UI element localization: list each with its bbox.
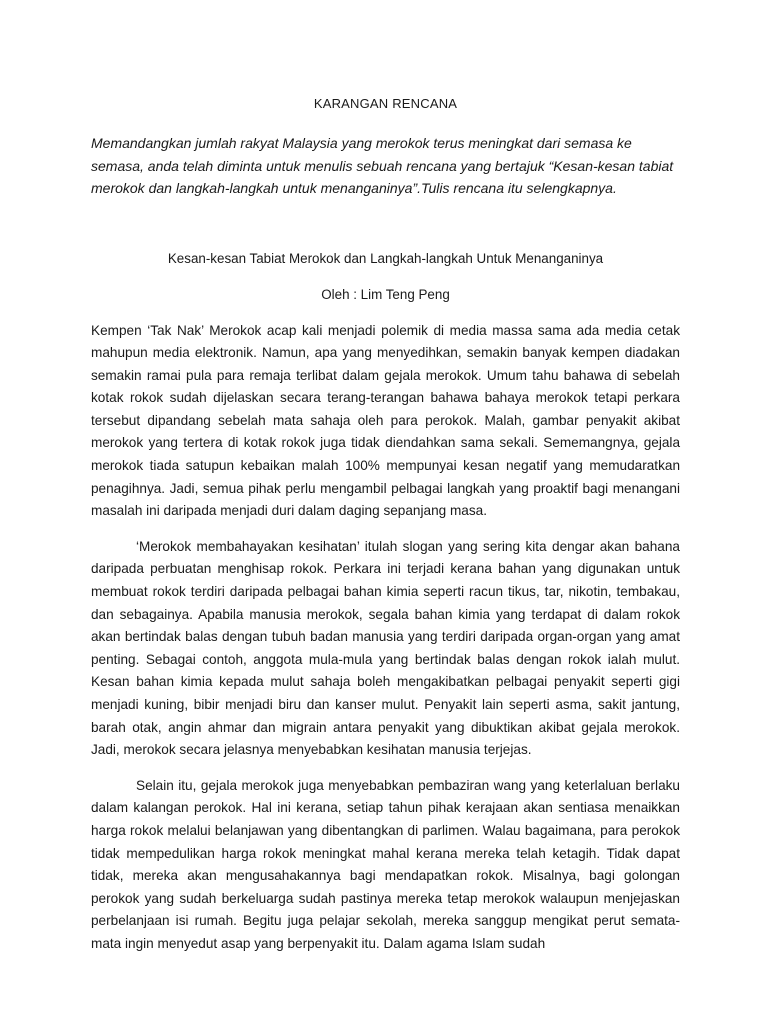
essay-prompt: Memandangkan jumlah rakyat Malaysia yang merokok terus meningkat dari semasa ke semasa, anda telah diminta untuk menulis sebuah rencana yang bertajuk “Kesan-kesan tabiat merokok dan langkah-langkah untuk menanganinya”.Tulis rencana itu selengkapnya. [91, 135, 674, 196]
paragraph-intro: Kempen ‘Tak Nak’ Merokok acap kali menjadi polemik di media massa sama ada media cetak mahupun media elektronik. Namun, apa yang menyedihkan, semakin banyak kempen diadakan semakin ramai pula para remaja terlibat dalam gejala merokok. Umum tahu bahawa di sebelah kotak rokok sudah dijelaskan secara terang-terangan bahawa bahaya merokok tetapi perkara tersebut dipandang sebelah mata sahaja oleh para perokok. Malah, gambar penyakit akibat merokok yang tertera di kotak rokok juga tidak diendahkan sama sekali. Sememangnya, gejala merokok tiada satupun kebaikan malah 100% mempunyai kesan negatif yang memudaratkan penagihnya. Jadi, semua pihak perlu mengambil pelbagai langkah yang proaktif bagi menangani masalah ini daripada menjadi duri dalam daging sepanjang masa. [91, 322, 680, 519]
paragraph-wastage: Selain itu, gejala merokok juga menyebabkan pembaziran wang yang keterlaluan berlaku dalam kalangan perokok. Hal ini kerana, setiap tahun pihak kerajaan akan sentiasa menaikkan harga rokok melalui belanjawan yang dibentangkan di parlimen. Walau bagaimana, para perokok tidak mempedulikan harga rokok meningkat mahal kerana mereka telah ketagih. Tidak dapat tidak, mereka akan mengusahakannya bagi mendapatkan rokok. Misalnya, bagi golongan perokok yang sudah berkeluarga sudah pastinya mereka tetap merokok walaupun menjejaskan perbelanjaan isi rumah. Begitu juga pelajar sekolah, mereka sanggup mengikat perut semata-mata ingin menyedut asap yang berpenyakit itu. Dalam agama Islam sudah [91, 777, 680, 951]
paragraph-health: ‘Merokok membahayakan kesihatan’ itulah slogan yang sering kita dengar akan bahana daripada perbuatan menghisap rokok. Perkara ini terjadi kerana bahan yang digunakan untuk membuat rokok terdiri daripada pelbagai bahan kimia seperti racun tikus, tar, nikotin, tembakau, dan sebagainya. Apabila manusia merokok, segala bahan kimia yang terdapat di dalam rokok akan bertindak balas dengan tubuh badan manusia yang terdiri daripada organ-organ yang amat penting. Sebagai contoh, anggota mula-mula yang bertindak balas dengan rokok ialah mulut. Kesan bahan kimia kepada mulut sahaja boleh mengakibatkan pelbagai penyakit seperti gigi menjadi kuning, bibir menjadi biru dan kanser mulut. Penyakit lain seperti asma, sakit jantung, barah otak, angin ahmar dan migrain antara penyakit yang dibuktikan akibat gejala merokok. Jadi, merokok secara jelasnya menyebabkan kesihatan manusia terjejas. [91, 538, 680, 758]
document-heading: KARANGAN RENCANA [313, 96, 458, 111]
essay-title: Kesan-kesan Tabiat Merokok dan Langkah-langkah Untuk Menanganinya [167, 250, 604, 266]
essay-byline: Oleh : Lim Teng Peng [321, 286, 450, 302]
